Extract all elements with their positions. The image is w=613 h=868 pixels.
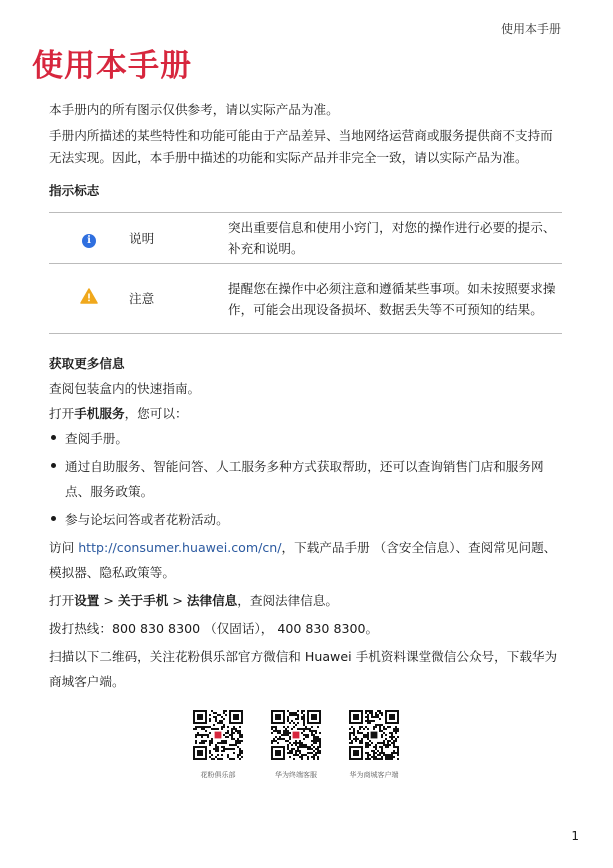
list-item: 查阅手册。 <box>49 426 565 451</box>
page-number: 1 <box>571 829 579 843</box>
open-app-line: 打开手机服务，您可以： <box>49 406 188 421</box>
running-header: 使用本手册 <box>500 22 561 36</box>
qr-label: 华为终端客服 <box>275 771 317 779</box>
quick-guide-line: 查阅包装盒内的快速指南。 <box>49 381 201 396</box>
intro-paragraph-2: 手册内所描述的某些特性和功能可能由于产品差异、当地网络运营商或服务提供商不支持而无法实现。因此，本手册中描述的功能和实际产品并非完全一致，请以实际产品为准。 <box>49 128 553 165</box>
feature-list <box>49 426 565 532</box>
warning-icon <box>80 288 98 304</box>
about-phone-menu: 关于手机 <box>117 593 169 608</box>
indicators-heading: 指示标志 <box>49 183 100 198</box>
more-info-heading: 获取更多信息 <box>49 356 125 371</box>
intro-paragraph-1: 本手册内的所有图示仅供参考，请以实际产品为准。 <box>49 102 339 117</box>
visit-paragraph: 访问 http://consumer.huawei.com/cn/，下载产品手册 （含安全信息）、查阅常见问题、模拟器、隐私政策等。 <box>49 540 557 580</box>
indicator-label: 说明 <box>129 213 228 264</box>
intro-section <box>49 99 565 169</box>
legal-info-menu: 法律信息 <box>186 593 238 608</box>
qr-code-image <box>193 710 243 760</box>
info-icon: i <box>82 234 96 248</box>
page-title: 使用本手册 <box>32 48 192 84</box>
settings-path-line: 打开设置 > 关于手机 > 法律信息，查阅法律信息。 <box>49 593 338 608</box>
qr-block <box>258 710 334 780</box>
scan-paragraph: 扫描以下二维码，关注花粉俱乐部官方微信和 Huawei 手机资料课堂微信公众号，下载华为商城客户端。 <box>49 649 558 689</box>
indicator-description: 突出重要信息和使用小窍门，对您的操作进行必要的提示、补充和说明。 <box>228 213 562 264</box>
list-item: 参与论坛问答或者花粉活动。 <box>49 507 565 532</box>
qr-code-image <box>349 710 399 760</box>
settings-menu: 设置 <box>74 593 100 608</box>
qr-code-image <box>271 710 321 760</box>
indicator-label: 注意 <box>129 264 228 334</box>
consumer-link[interactable]: http://consumer.huawei.com/cn/ <box>78 540 282 555</box>
table-row <box>49 213 562 264</box>
app-name: 手机服务 <box>74 406 125 421</box>
more-info-section <box>49 351 565 694</box>
table-row <box>49 264 562 334</box>
list-item: 通过自助服务、智能问答、人工服务多种方式获取帮助，还可以查询销售门店和服务网点、服务政策。 <box>49 454 565 504</box>
indicator-description: 提醒您在操作中必须注意和遵循某些事项。如未按照要求操作，可能会出现设备损坏、数据丢失等不可预知的结果。 <box>228 264 562 334</box>
qr-label: 华为商城客户端 <box>349 771 399 779</box>
qr-block <box>180 710 256 780</box>
hotline-line: 拨打热线：800 830 8300 （仅固话）， 400 830 8300。 <box>49 621 379 636</box>
indicator-table <box>49 212 562 334</box>
qr-code-row <box>192 710 412 782</box>
qr-label: 花粉俱乐部 <box>200 771 236 779</box>
qr-block <box>336 710 412 780</box>
